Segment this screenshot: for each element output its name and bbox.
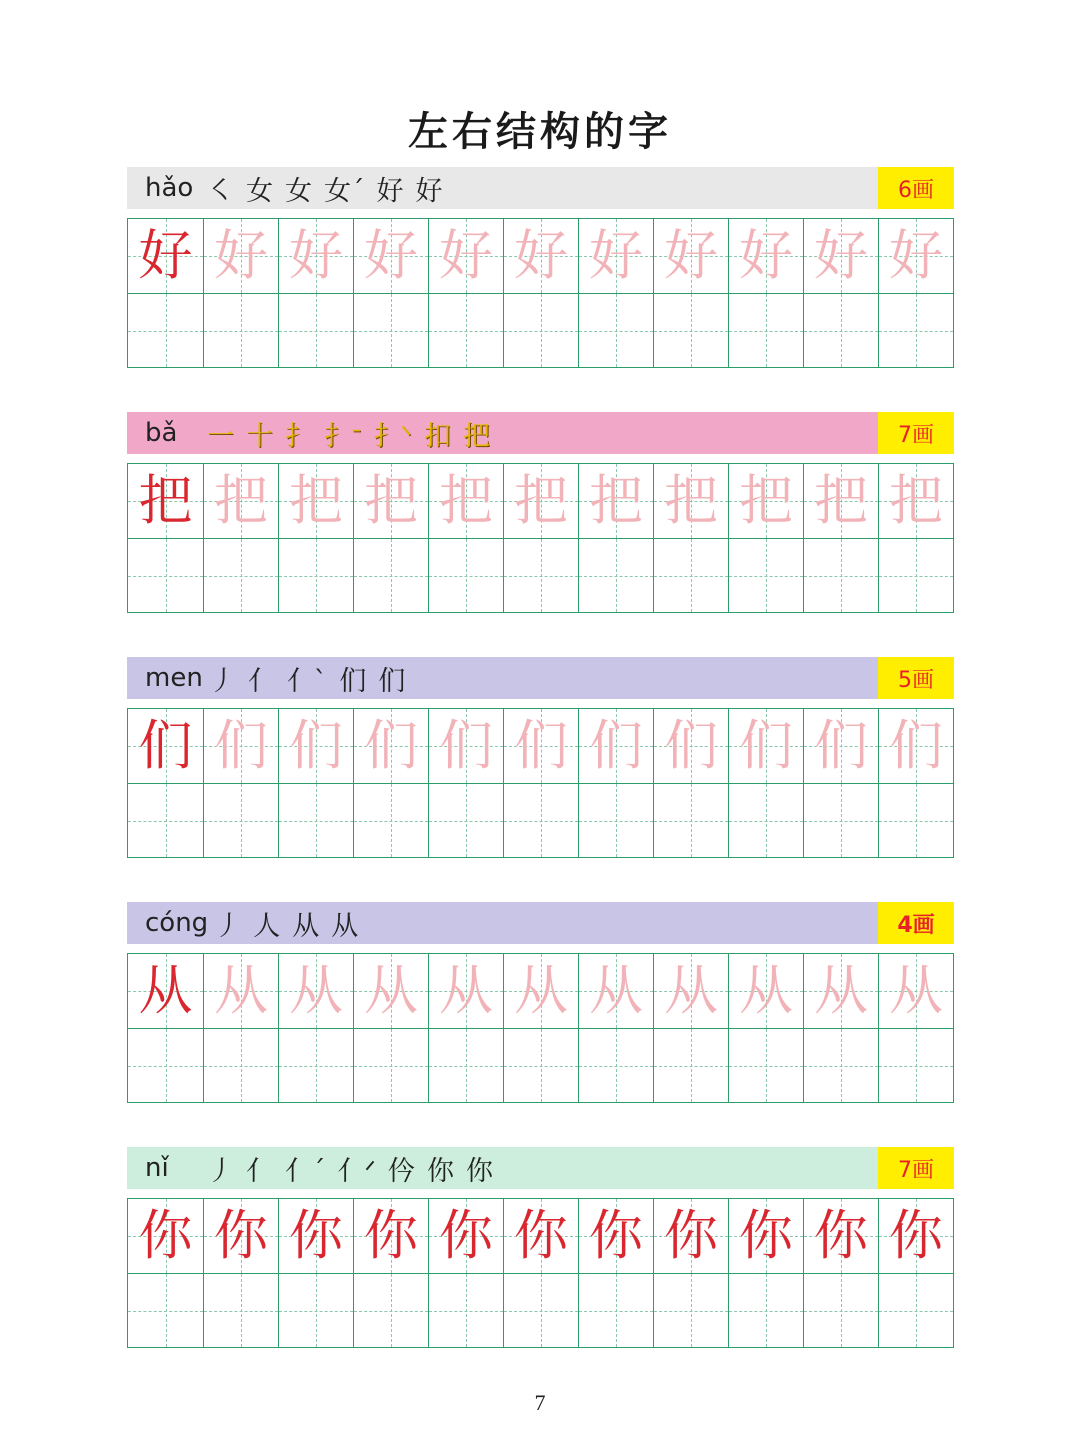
stroke-step: 丿 (207, 1155, 234, 1187)
trace-character: 你 (514, 1204, 568, 1267)
grid-cell[interactable] (128, 954, 203, 1028)
trace-character: 好 (739, 224, 793, 287)
grid-cell[interactable] (353, 1029, 428, 1102)
grid-cell[interactable] (203, 784, 278, 857)
practice-section (127, 167, 954, 368)
stroke-step: 们 (378, 665, 406, 697)
grid-cell[interactable] (578, 294, 653, 367)
stroke-order-sequence (209, 659, 418, 698)
header-bar (127, 657, 954, 699)
grid-cell[interactable] (653, 784, 728, 857)
trace-character: 把 (214, 469, 268, 532)
stroke-order-sequence (207, 1149, 505, 1188)
trace-character: 好 (364, 224, 418, 287)
grid-cell[interactable] (503, 1029, 578, 1102)
model-character: 好 (138, 224, 193, 287)
trace-character: 你 (589, 1204, 643, 1267)
grid-cell[interactable] (278, 784, 353, 857)
writing-grid (127, 953, 954, 1103)
trace-character: 你 (364, 1204, 418, 1267)
grid-cell[interactable] (203, 219, 278, 293)
stroke-step: 们 (339, 665, 367, 697)
grid-cell[interactable] (503, 464, 578, 538)
pinyin-label: hǎo (145, 173, 194, 203)
grid-cell[interactable] (428, 709, 503, 783)
trace-character: 好 (664, 224, 718, 287)
trace-character: 把 (664, 469, 718, 532)
trace-character: 你 (814, 1204, 868, 1267)
blank-row (128, 538, 953, 612)
grid-cell[interactable] (503, 709, 578, 783)
grid-cell[interactable] (578, 219, 653, 293)
model-character: 你 (138, 1204, 193, 1267)
grid-cell[interactable] (578, 1199, 653, 1273)
grid-cell[interactable] (653, 1199, 728, 1273)
grid-cell[interactable] (728, 1029, 803, 1102)
grid-cell[interactable] (578, 464, 653, 538)
grid-cell[interactable] (428, 1029, 503, 1102)
trace-row (128, 954, 953, 1028)
stroke-step: 女 (285, 175, 312, 207)
practice-section (127, 657, 954, 858)
stroke-step: 女ˊ (324, 175, 365, 207)
trace-character: 从 (739, 959, 793, 1022)
grid-cell[interactable] (503, 539, 578, 612)
trace-character: 从 (589, 959, 643, 1022)
trace-character: 们 (814, 714, 868, 777)
grid-cell[interactable] (128, 219, 203, 293)
grid-cell[interactable] (878, 294, 953, 367)
grid-cell[interactable] (353, 464, 428, 538)
trace-character: 好 (439, 224, 493, 287)
writing-grid (127, 218, 954, 368)
trace-character: 你 (439, 1204, 493, 1267)
stroke-step: 亻ˊ (285, 1155, 326, 1187)
grid-cell[interactable] (203, 294, 278, 367)
blank-row (128, 1028, 953, 1102)
header-bar (127, 1147, 954, 1189)
grid-cell[interactable] (428, 464, 503, 538)
grid-cell[interactable] (728, 219, 803, 293)
stroke-step: 一 (207, 420, 234, 452)
stroke-step: 女 (246, 175, 273, 207)
grid-cell[interactable] (578, 1029, 653, 1102)
grid-cell[interactable] (278, 464, 353, 538)
grid-cell[interactable] (728, 539, 803, 612)
trace-character: 你 (739, 1204, 793, 1267)
grid-cell[interactable] (428, 954, 503, 1028)
grid-cell[interactable] (803, 1029, 878, 1102)
grid-cell[interactable] (728, 464, 803, 538)
trace-character: 从 (289, 959, 343, 1022)
grid-cell[interactable] (728, 294, 803, 367)
trace-character: 把 (739, 469, 793, 532)
grid-cell[interactable] (653, 294, 728, 367)
trace-character: 们 (739, 714, 793, 777)
grid-cell[interactable] (428, 1274, 503, 1347)
grid-cell[interactable] (878, 219, 953, 293)
writing-grid (127, 708, 954, 858)
grid-cell[interactable] (278, 1199, 353, 1273)
grid-cell[interactable] (728, 1199, 803, 1273)
grid-cell[interactable] (203, 1199, 278, 1273)
grid-cell[interactable] (128, 784, 203, 857)
trace-character: 们 (289, 714, 343, 777)
trace-character: 们 (214, 714, 268, 777)
grid-cell[interactable] (503, 784, 578, 857)
grid-cell[interactable] (503, 1274, 578, 1347)
grid-cell[interactable] (578, 784, 653, 857)
grid-cell[interactable] (353, 1199, 428, 1273)
grid-cell[interactable] (503, 954, 578, 1028)
trace-character: 好 (514, 224, 568, 287)
grid-cell[interactable] (128, 464, 203, 538)
grid-cell[interactable] (878, 1029, 953, 1102)
grid-cell[interactable] (653, 1029, 728, 1102)
blank-row (128, 783, 953, 857)
blank-row (128, 1273, 953, 1347)
stroke-order-sequence (207, 169, 455, 208)
stroke-count-badge: 7画 (878, 412, 954, 454)
grid-cell[interactable] (803, 709, 878, 783)
trace-row (128, 464, 953, 538)
grid-cell[interactable] (578, 1274, 653, 1347)
practice-section (127, 902, 954, 1103)
grid-cell[interactable] (803, 784, 878, 857)
grid-cell[interactable] (428, 539, 503, 612)
trace-character: 们 (364, 714, 418, 777)
trace-character: 把 (889, 469, 943, 532)
stroke-order-sequence (207, 414, 502, 453)
grid-cell[interactable] (353, 784, 428, 857)
trace-character: 好 (889, 224, 943, 287)
grid-cell[interactable] (653, 464, 728, 538)
grid-cell[interactable] (803, 954, 878, 1028)
grid-cell[interactable] (578, 954, 653, 1028)
grid-cell[interactable] (278, 954, 353, 1028)
grid-cell[interactable] (128, 709, 203, 783)
stroke-step: 从 (292, 910, 320, 942)
trace-character: 把 (589, 469, 643, 532)
model-character: 们 (138, 714, 193, 777)
stroke-step: 好 (376, 175, 404, 207)
trace-character: 们 (514, 714, 568, 777)
grid-cell[interactable] (878, 539, 953, 612)
grid-cell[interactable] (728, 784, 803, 857)
stroke-step: 亻ˋ (286, 665, 328, 697)
trace-row (128, 1199, 953, 1273)
stroke-step: 你 (426, 1155, 454, 1187)
stroke-count-badge: 5画 (878, 657, 954, 699)
header-bar (127, 167, 954, 209)
stroke-step: 扌ᐠ (373, 420, 412, 452)
grid-cell[interactable] (278, 294, 353, 367)
pinyin-label: cóng (145, 908, 209, 938)
trace-character: 从 (514, 959, 568, 1022)
grid-cell[interactable] (128, 1029, 203, 1102)
page-number: 7 (534, 1390, 546, 1415)
grid-cell[interactable] (353, 1274, 428, 1347)
grid-cell[interactable] (653, 954, 728, 1028)
trace-character: 好 (214, 224, 268, 287)
stroke-step: 亻 (247, 665, 275, 697)
trace-character: 你 (289, 1204, 343, 1267)
trace-character: 们 (589, 714, 643, 777)
stroke-step: 扌 (285, 420, 312, 452)
practice-section (127, 412, 954, 613)
trace-character: 们 (664, 714, 718, 777)
trace-character: 你 (214, 1204, 268, 1267)
grid-cell[interactable] (203, 709, 278, 783)
grid-cell[interactable] (878, 464, 953, 538)
grid-cell[interactable] (128, 539, 203, 612)
grid-cell[interactable] (128, 1199, 203, 1273)
stroke-step: 丿 (208, 665, 236, 697)
trace-character: 把 (814, 469, 868, 532)
stroke-count-badge: 7画 (878, 1147, 954, 1189)
grid-cell[interactable] (353, 539, 428, 612)
trace-character: 好 (589, 224, 643, 287)
grid-cell[interactable] (503, 219, 578, 293)
header-bar (127, 902, 954, 944)
grid-cell[interactable] (353, 294, 428, 367)
trace-character: 把 (514, 469, 568, 532)
model-character: 从 (138, 959, 193, 1022)
trace-character: 从 (664, 959, 718, 1022)
stroke-step: 丿 (214, 910, 242, 942)
stroke-order-sequence (214, 904, 370, 943)
trace-character: 把 (289, 469, 343, 532)
trace-character: 们 (439, 714, 493, 777)
grid-cell[interactable] (878, 709, 953, 783)
stroke-step: 亻ᐟ (337, 1155, 376, 1187)
grid-cell[interactable] (278, 1274, 353, 1347)
model-character: 把 (138, 469, 193, 532)
trace-character: 把 (364, 469, 418, 532)
grid-cell[interactable] (278, 1029, 353, 1102)
trace-character: 好 (814, 224, 868, 287)
pinyin-label: bǎ (145, 418, 178, 448)
grid-cell[interactable] (803, 1199, 878, 1273)
grid-cell[interactable] (578, 709, 653, 783)
grid-cell[interactable] (728, 954, 803, 1028)
trace-character: 从 (439, 959, 493, 1022)
grid-cell[interactable] (203, 1029, 278, 1102)
stroke-step: 十 (246, 420, 273, 452)
stroke-step: 把 (462, 420, 490, 452)
grid-cell[interactable] (578, 539, 653, 612)
practice-section (127, 1147, 954, 1348)
grid-cell[interactable] (203, 1274, 278, 1347)
trace-character: 们 (889, 714, 943, 777)
trace-character: 从 (214, 959, 268, 1022)
trace-character: 好 (289, 224, 343, 287)
stroke-step: 好 (415, 175, 443, 207)
grid-cell[interactable] (803, 1274, 878, 1347)
grid-cell[interactable] (353, 219, 428, 293)
stroke-step: 你 (465, 1155, 493, 1187)
grid-cell[interactable] (803, 539, 878, 612)
header-bar (127, 412, 954, 454)
grid-cell[interactable] (878, 1274, 953, 1347)
stroke-step: 仱 (387, 1155, 415, 1187)
blank-row (128, 293, 953, 367)
pinyin-label: nǐ (145, 1153, 169, 1183)
grid-cell[interactable] (653, 709, 728, 783)
stroke-step: 亻 (246, 1155, 273, 1187)
grid-cell[interactable] (878, 954, 953, 1028)
grid-cell[interactable] (428, 1199, 503, 1273)
trace-character: 把 (439, 469, 493, 532)
trace-row (128, 219, 953, 293)
grid-cell[interactable] (128, 1274, 203, 1347)
grid-cell[interactable] (428, 294, 503, 367)
grid-cell[interactable] (728, 1274, 803, 1347)
writing-grid (127, 463, 954, 613)
grid-cell[interactable] (803, 294, 878, 367)
grid-cell[interactable] (203, 464, 278, 538)
stroke-step: ㇛ (207, 175, 234, 207)
trace-character: 从 (814, 959, 868, 1022)
grid-cell[interactable] (878, 784, 953, 857)
grid-cell[interactable] (653, 219, 728, 293)
grid-cell[interactable] (353, 954, 428, 1028)
trace-character: 从 (889, 959, 943, 1022)
grid-cell[interactable] (278, 709, 353, 783)
grid-cell[interactable] (653, 539, 728, 612)
grid-cell[interactable] (203, 954, 278, 1028)
grid-cell[interactable] (803, 219, 878, 293)
writing-grid (127, 1198, 954, 1348)
grid-cell[interactable] (278, 219, 353, 293)
pinyin-label: men (145, 663, 203, 693)
grid-cell[interactable] (353, 709, 428, 783)
grid-cell[interactable] (503, 294, 578, 367)
grid-cell[interactable] (203, 539, 278, 612)
page-title: 左右结构的字 (408, 108, 672, 155)
grid-cell[interactable] (653, 1274, 728, 1347)
trace-character: 你 (889, 1204, 943, 1267)
stroke-step: 扣 (423, 420, 451, 452)
grid-cell[interactable] (878, 1199, 953, 1273)
stroke-step: 从 (331, 910, 359, 942)
grid-cell[interactable] (278, 539, 353, 612)
stroke-count-badge: 6画 (878, 167, 954, 209)
grid-cell[interactable] (503, 1199, 578, 1273)
trace-character: 从 (364, 959, 418, 1022)
stroke-step: 扌ᐨ (324, 420, 362, 452)
grid-cell[interactable] (803, 464, 878, 538)
grid-cell[interactable] (128, 294, 203, 367)
trace-row (128, 709, 953, 783)
grid-cell[interactable] (428, 219, 503, 293)
grid-cell[interactable] (428, 784, 503, 857)
stroke-count-badge: 4画 (878, 902, 954, 944)
grid-cell[interactable] (728, 709, 803, 783)
trace-character: 你 (664, 1204, 718, 1267)
stroke-step: 人 (253, 910, 281, 942)
